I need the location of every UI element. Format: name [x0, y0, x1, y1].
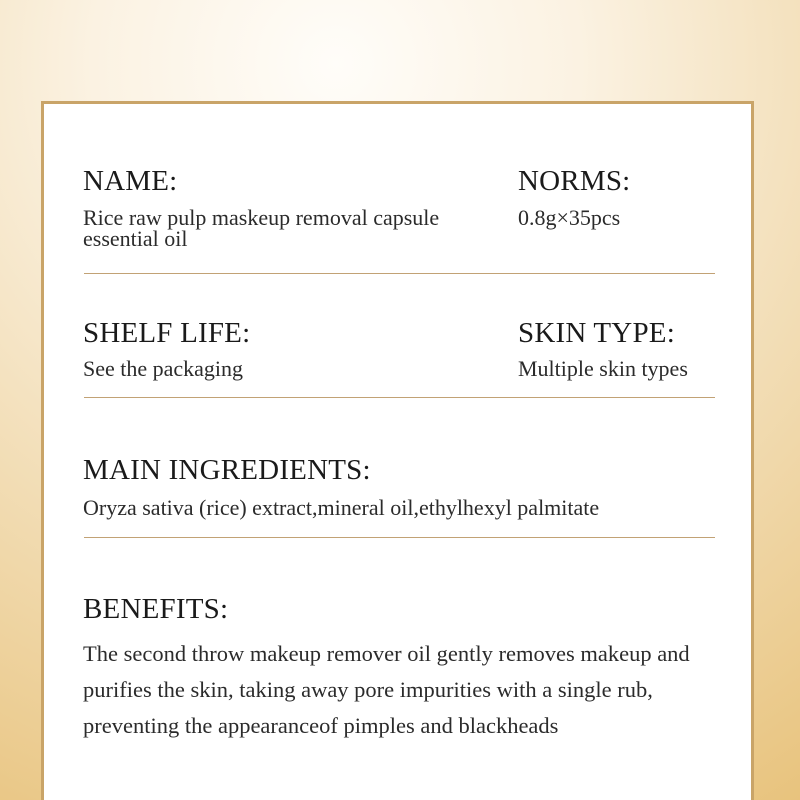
name-value: Rice raw pulp maskeup removal capsule essential oil [83, 205, 440, 251]
skin-type-label: SKIN TYPE: [518, 317, 675, 349]
ingredients-label: MAIN INGREDIENTS: [83, 454, 371, 486]
name-label: NAME: [83, 165, 178, 197]
divider-1 [84, 273, 715, 274]
product-spec-card [41, 101, 754, 800]
norms-label: NORMS: [518, 165, 631, 197]
benefits-label: BENEFITS: [83, 593, 229, 625]
divider-2 [84, 397, 715, 398]
norms-value: 0.8g×35pcs [518, 205, 621, 230]
shelf-life-label: SHELF LIFE: [83, 317, 251, 349]
divider-3 [84, 537, 715, 538]
skin-type-value: Multiple skin types [518, 356, 688, 381]
benefits-value: The second throw makeup remover oil gently removes makeup and purifies the skin, taking away pore impurities with a single rub, preventing the appearanceof pimples and blackheads [83, 641, 690, 738]
ingredients-value: Oryza sativa (rice) extract,mineral oil,ethylhexyl palmitate [83, 495, 600, 520]
shelf-life-value: See the packaging [83, 356, 244, 381]
